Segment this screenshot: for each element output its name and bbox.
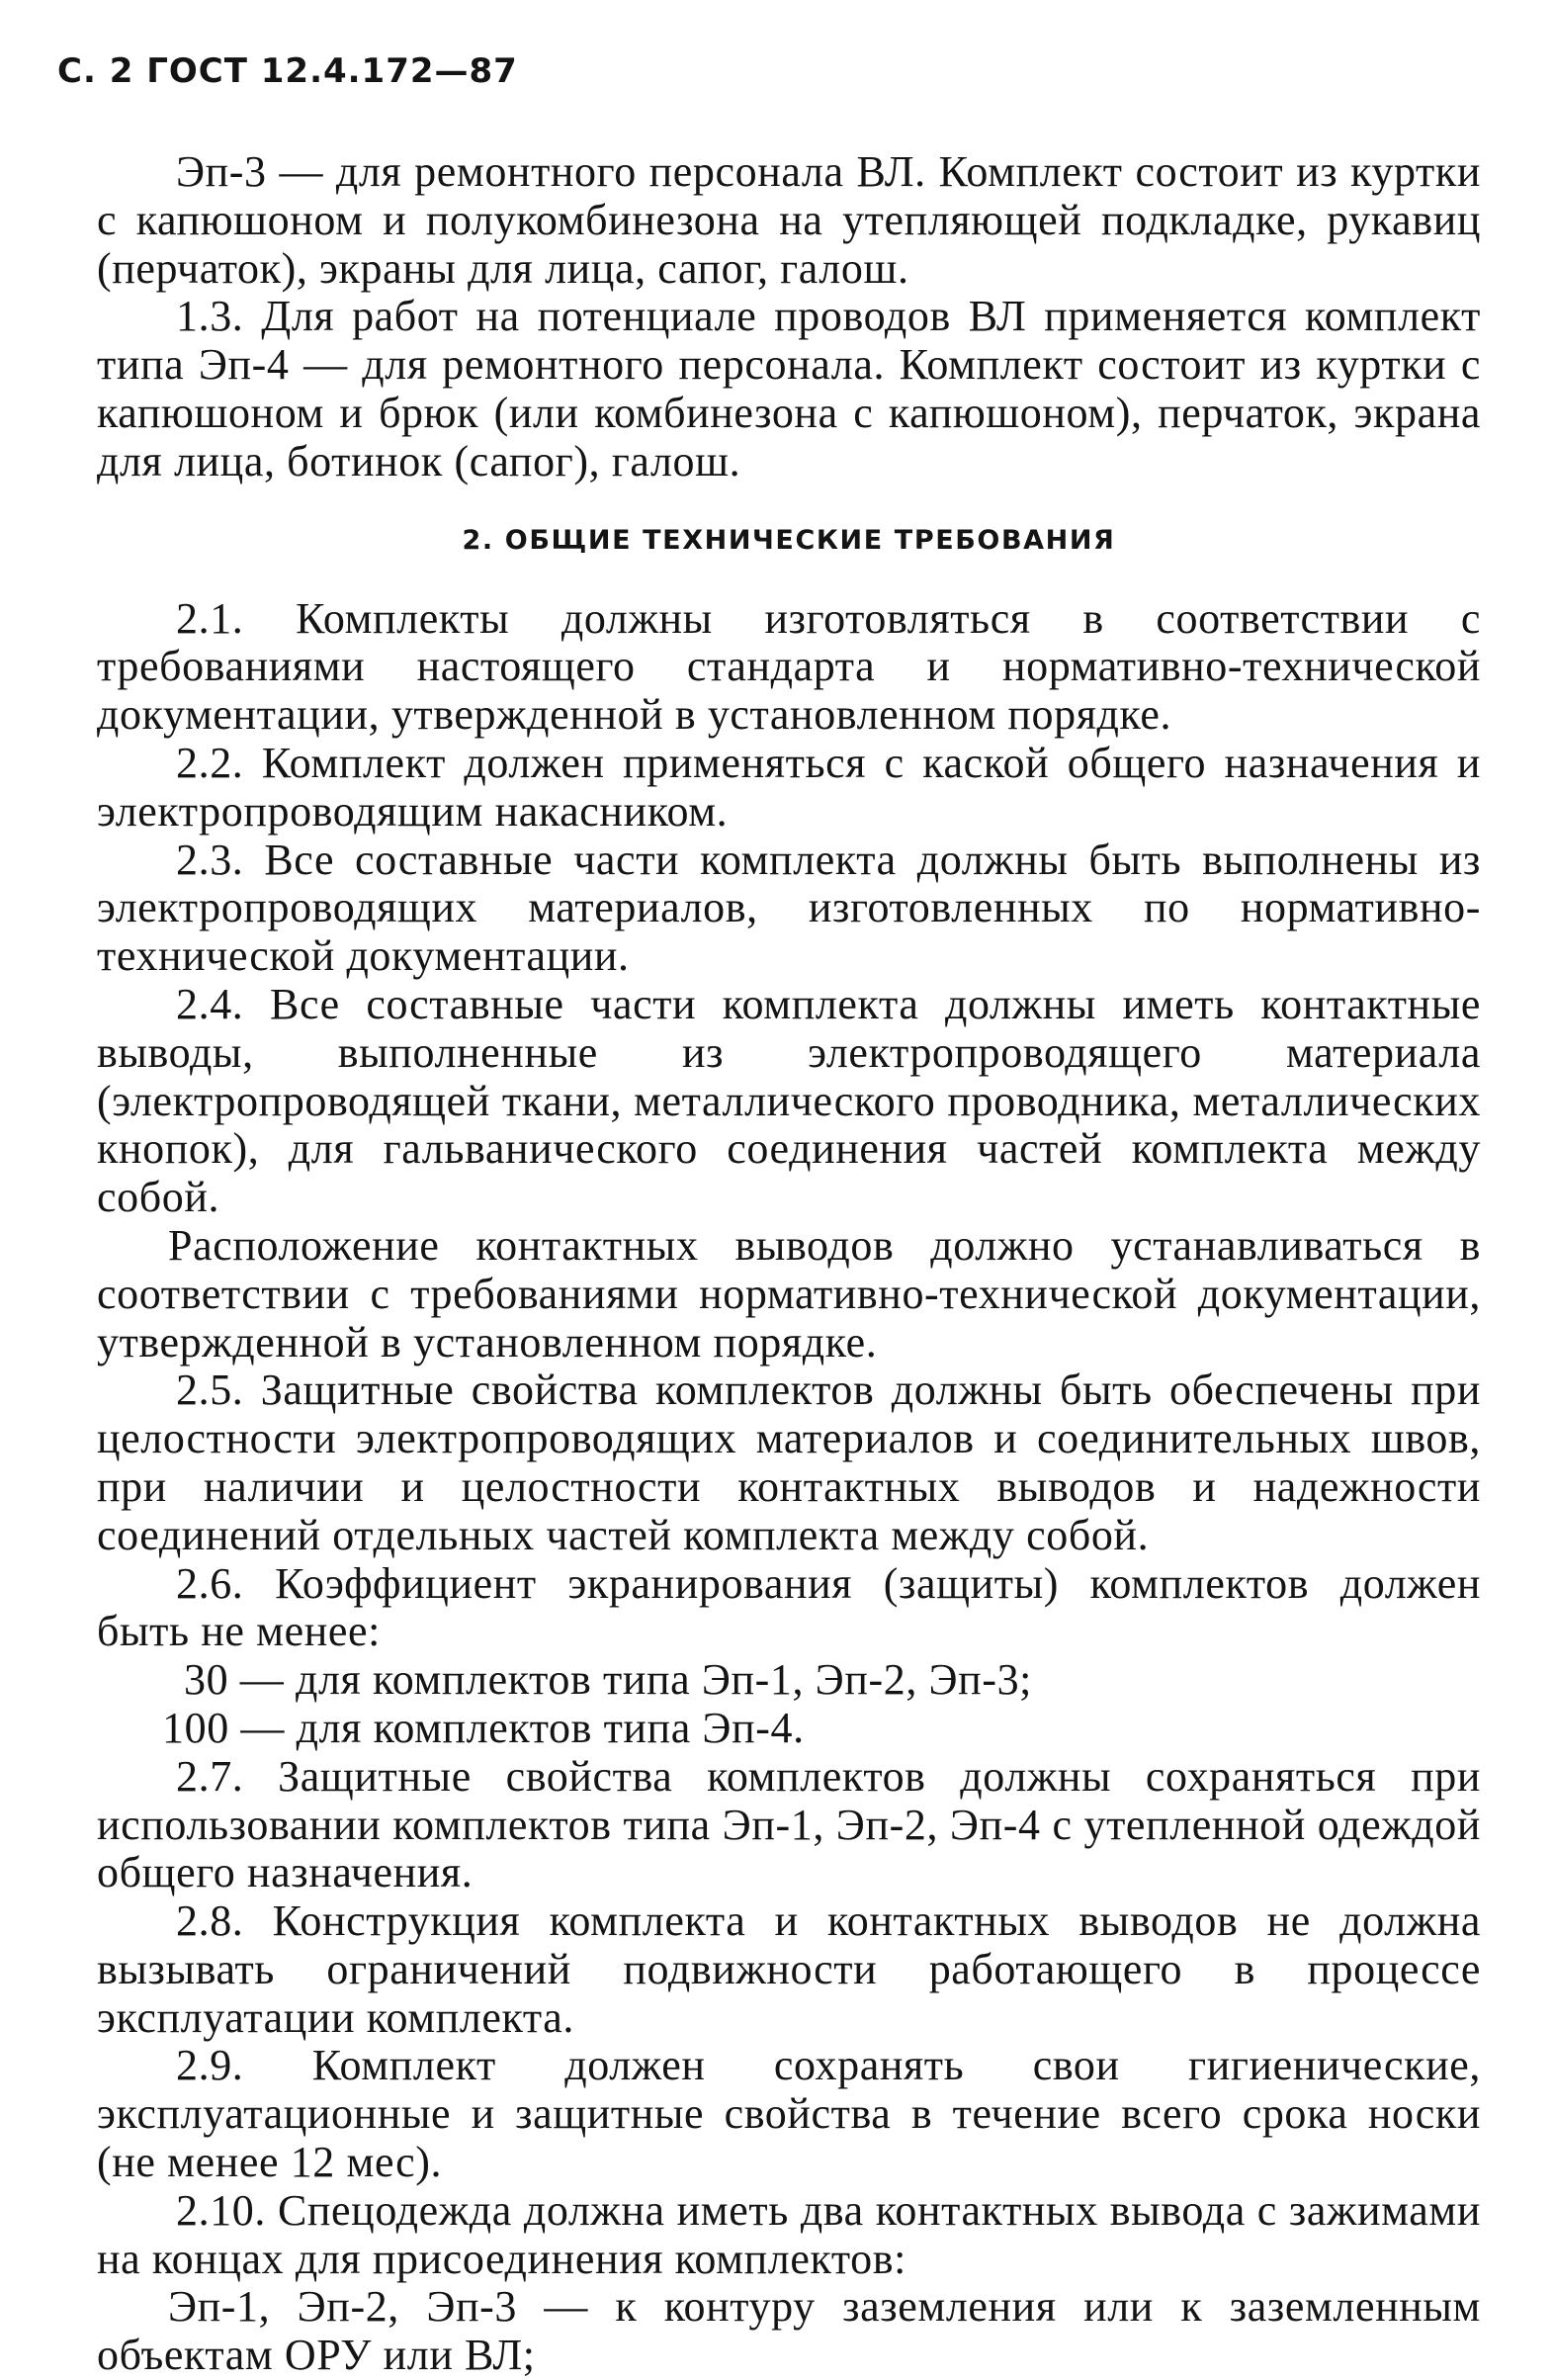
paragraph-2-6: 2.6. Коэффициент экранирования (защиты) комплектов должен быть не менее: (97, 1558, 1481, 1656)
paragraph-2-10: 2.10. Спецодежда должна иметь два контактных вывода с зажимами на концах для присоединения комплектов: (97, 2185, 1481, 2283)
paragraph-grounding: Эп-1, Эп-2, Эп-3 — к контуру заземления или к заземленным объектам ОРУ или ВЛ; (97, 2282, 1481, 2380)
paragraph-2-2: 2.2. Комплект должен применяться с каской общего назначения и электропроводящим накасником. (97, 738, 1481, 836)
paragraph-2-8: 2.8. Конструкция комплекта и контактных выводов не должна вызывать ограничений подвижности работающего в процессе эксплуатации комплекта. (97, 1896, 1481, 2042)
paragraph-1-3: 1.3. Для работ на потенциале проводов ВЛ применяется комплект типа Эп-4 — для ремонтного персонала. Комплект состоит из куртки с капюшоном и брюк (или комбинезона с капюшоном), перчаток, экрана для лица, ботинок (сапог), галош. (97, 292, 1481, 485)
document-body (97, 148, 1481, 2380)
paragraph-2-3: 2.3. Все составные части комплекта должны быть выполнены из электропроводящих материалов, изготовленных по нормативно-технической документации. (97, 835, 1481, 981)
list-item-coefficient-30: 30 — для комплектов типа Эп-1, Эп-2, Эп-3; (184, 1655, 1032, 1705)
running-head: С. 2 ГОСТ 12.4.172—87 (57, 51, 518, 91)
paragraph-2-1: 2.1. Комплекты должны изготовляться в соответствии с требованиями настоящего стандарта и нормативно-технической документации, утвержденной в установленном порядке. (97, 593, 1481, 740)
paragraph-ep3: Эп-3 — для ремонтного персонала ВЛ. Комплект состоит из куртки с капюшоном и полукомбинезона на утепляющей подкладке, рукавиц (перчаток), экраны для лица, сапог, галош. (97, 147, 1481, 293)
list-item-coefficient-100: 100 — для комплектов типа Эп-4. (162, 1703, 805, 1752)
paragraph-2-9: 2.9. Комплект должен сохранять свои гигиенические, эксплуатационные и защитные свойства в течение всего срока носки (не менее 12 мес). (97, 2041, 1481, 2187)
paragraph-contact-location: Расположение контактных выводов должно устанавливаться в соответствии с требованиями нормативно-технической документации, утвержденной в установленном порядке. (97, 1220, 1481, 1366)
paragraph-2-5: 2.5. Защитные свойства комплектов должны быть обеспечены при целостности электропроводящих материалов и соединительных швов, при наличии и целостности контактных выводов и надежности соединений отдельных частей комплекта между собой. (97, 1366, 1481, 1559)
section-title: 2. ОБЩИЕ ТЕХНИЧЕСКИЕ ТРЕБОВАНИЯ (462, 524, 1116, 556)
paragraph-2-4: 2.4. Все составные части комплекта должны иметь контактные выводы, выполненные из электропроводящего материала (электропроводящей ткани, металлического проводника, металлических кнопок), для гальванического соединения частей комплекта между собой. (97, 979, 1481, 1222)
paragraph-2-7: 2.7. Защитные свойства комплектов должны сохраняться при использовании комплектов типа Эп-1, Эп-2, Эп-4 с утепленной одеждой общего назначения. (97, 1751, 1481, 1897)
